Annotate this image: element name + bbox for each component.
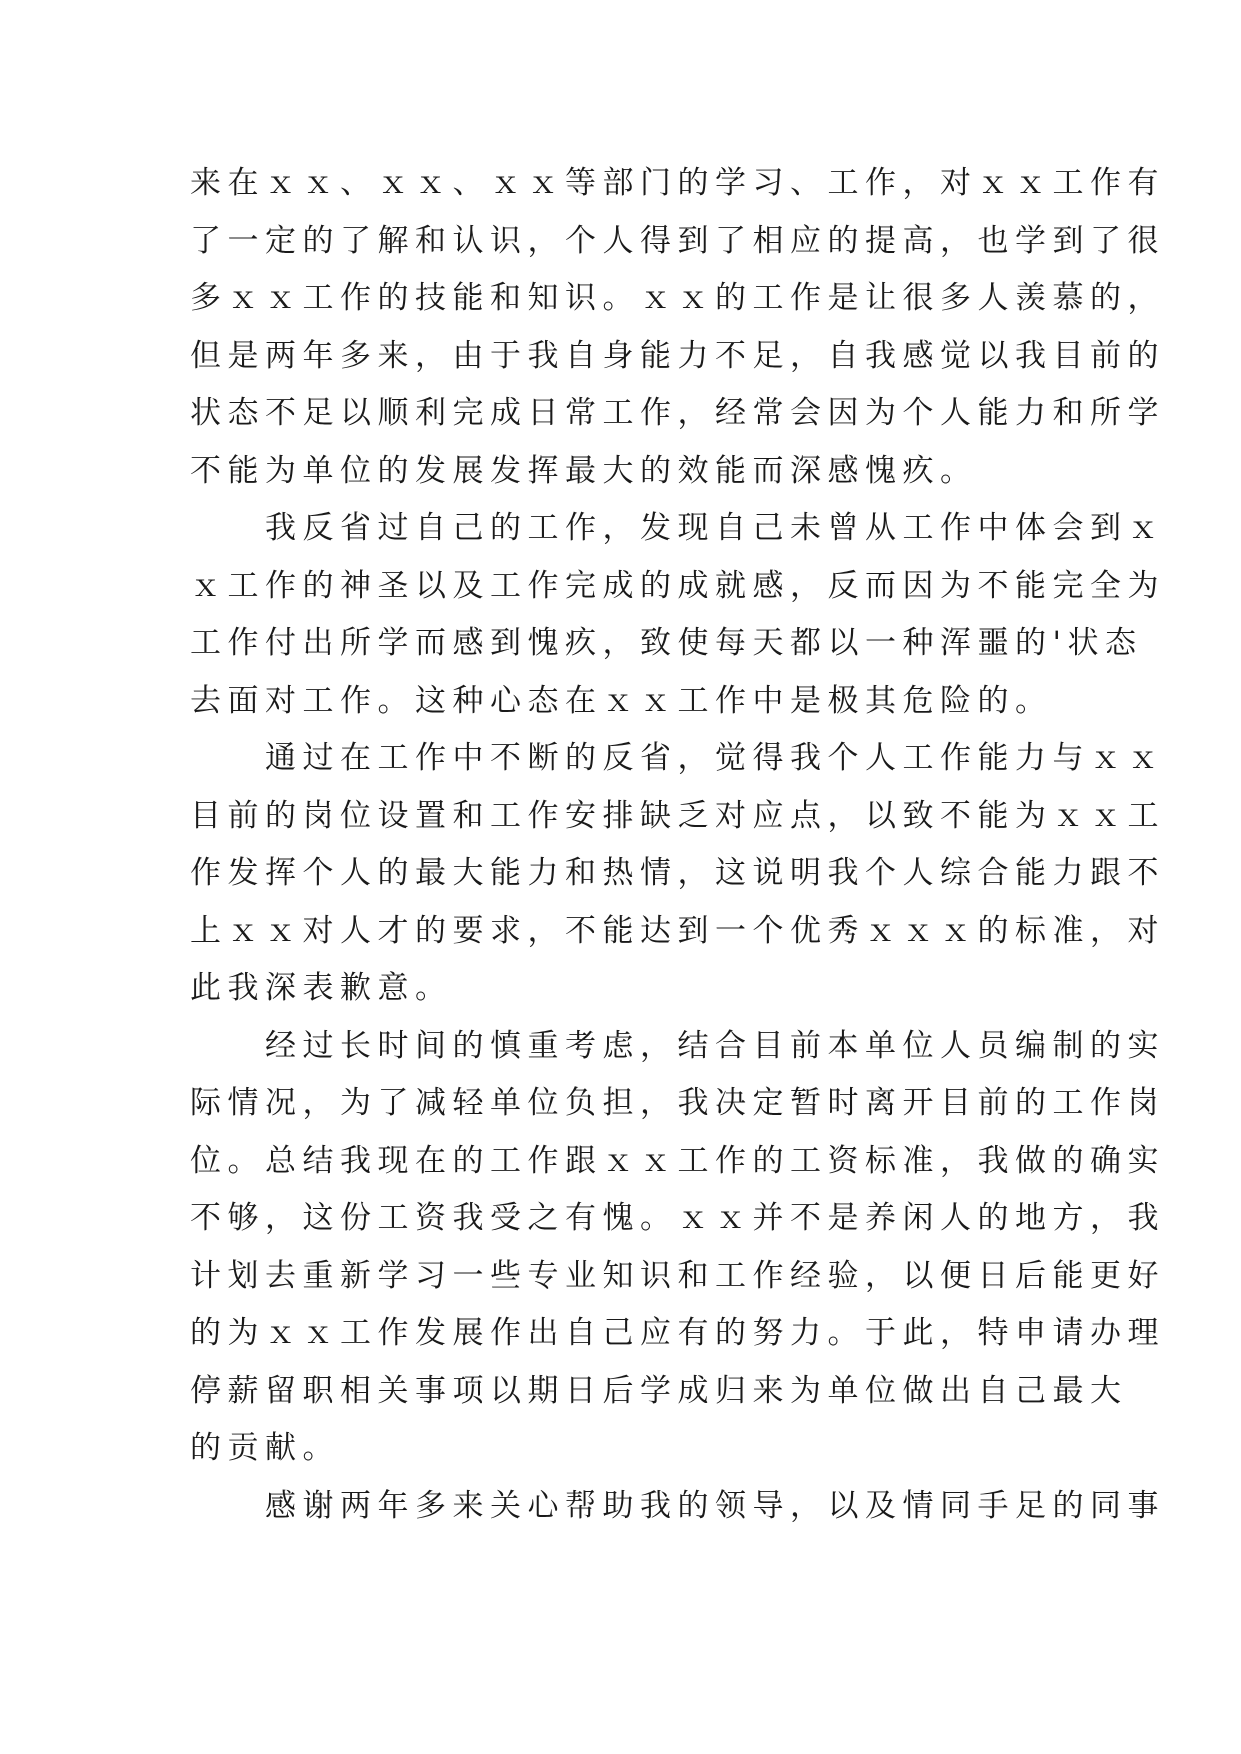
text-line: 不够，这份工资我受之有愧。ｘｘ并不是养闲人的地方，我: [190, 1200, 1165, 1236]
text-line: 作发挥个人的最大能力和热情，这说明我个人综合能力跟不: [190, 855, 1165, 891]
text-line: 来在ｘｘ、ｘｘ、ｘｘ等部门的学习、工作，对ｘｘ工作有: [190, 165, 1165, 201]
text-line: 的贡献。: [190, 1430, 340, 1466]
text-line: 此我深表歉意。: [190, 970, 453, 1006]
text-line: ｘ工作的神圣以及工作完成的成就感，反而因为不能完全为: [190, 567, 1165, 604]
document-body: [190, 155, 1165, 1535]
text-line: 状态不足以顺利完成日常工作，经常会因为个人能力和所学: [190, 395, 1165, 431]
text-line: 感谢两年多来关心帮助我的领导，以及情同手足的同事: [190, 1487, 1165, 1524]
text-line: 但是两年多来，由于我自身能力不足，自我感觉以我目前的: [190, 337, 1165, 374]
text-line: 际情况，为了减轻单位负担，我决定暂时离开目前的工作岗: [190, 1085, 1165, 1121]
text-line: 经过长时间的慎重考虑，结合目前本单位人员编制的实: [190, 1027, 1165, 1064]
text-line: 通过在工作中不断的反省，觉得我个人工作能力与ｘｘ: [190, 740, 1165, 776]
text-line: 上ｘｘ对人才的要求，不能达到一个优秀ｘｘｘ的标准，对: [190, 912, 1165, 949]
text-line: 停薪留职相关事项以期日后学成归来为单位做出自己最大: [190, 1372, 1128, 1409]
text-line: 多ｘｘ工作的技能和知识。ｘｘ的工作是让很多人羡慕的，: [190, 280, 1165, 316]
text-line: 目前的岗位设置和工作安排缺乏对应点，以致不能为ｘｘ工: [190, 797, 1165, 834]
text-line: 计划去重新学习一些专业知识和工作经验，以便日后能更好: [190, 1257, 1165, 1294]
text-line: 我反省过自己的工作，发现自己未曾从工作中体会到ｘ: [190, 510, 1165, 546]
text-line: 不能为单位的发展发挥最大的效能而深感愧疚。: [190, 452, 978, 489]
text-line: 位。总结我现在的工作跟ｘｘ工作的工资标准，我做的确实: [190, 1142, 1165, 1179]
text-line: 工作付出所学而感到愧疚，致使每天都以一种浑噩的'状态: [190, 625, 1143, 661]
text-line: 了一定的了解和认识，个人得到了相应的提高，也学到了很: [190, 222, 1165, 259]
text-line: 去面对工作。这种心态在ｘｘ工作中是极其危险的。: [190, 682, 1053, 719]
text-line: 的为ｘｘ工作发展作出自己应有的努力。于此，特申请办理: [190, 1315, 1165, 1351]
